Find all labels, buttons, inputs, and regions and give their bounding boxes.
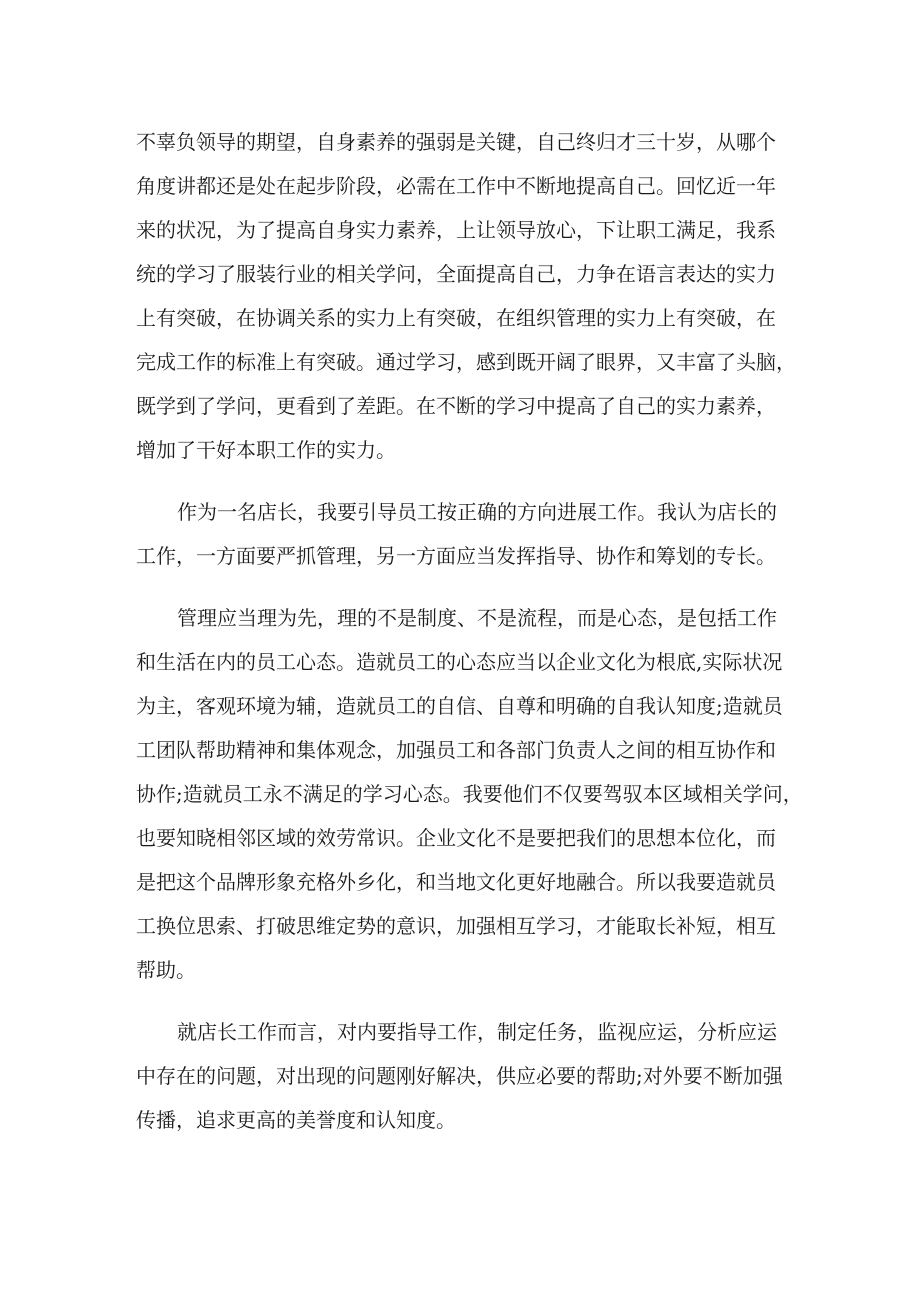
- paragraph: [136, 122, 796, 474]
- text-line: 就店长工作而言，对内要指导工作，制定任务，监视应运，分析应运: [177, 1020, 777, 1044]
- text-line: 传播，追求更高的美誉度和认知度。: [136, 1108, 456, 1132]
- text-line: 是把这个品牌形象充格外乡化，和当地文化更好地融合。所以我要造就员: [136, 870, 776, 894]
- text-line: 上有突破，在协调关系的实力上有突破，在组织管理的实力上有突破，在: [136, 306, 776, 330]
- text-line: 工团队帮助精神和集体观念，加强员工和各部门负责人之间的相互协作和: [136, 738, 776, 762]
- text-line: 不辜负领导的期望，自身素养的强弱是关键，自己终归才三十岁，从哪个: [136, 130, 776, 154]
- text-line: 增加了干好本职工作的实力。: [136, 438, 396, 462]
- text-line: 工作，一方面要严抓管理，另一方面应当发挥指导、协作和筹划的专长。: [136, 544, 776, 568]
- text-line: 既学到了学问，更看到了差距。在不断的学习中提高了自己的实力素养，: [136, 394, 776, 418]
- text-line: 完成工作的标准上有突破。通过学习，感到既开阔了眼界，又丰富了头脑，: [136, 350, 796, 374]
- paragraph-spacer: [136, 580, 796, 598]
- text-line: 中存在的问题，对出现的问题刚好解决，供应必要的帮助;对外要不断加强: [136, 1064, 783, 1088]
- text-line: 协作;造就员工永不满足的学习心态。我要他们不仅要驾驭本区域相关学问，: [136, 782, 803, 806]
- text-line: 统的学习了服装行业的相关学问，全面提高自己，力争在语言表达的实力: [136, 262, 776, 286]
- text-line: 和生活在内的员工心态。造就员工的心态应当以企业文化为根底,实际状况: [136, 650, 783, 674]
- text-line: 作为一名店长，我要引导员工按正确的方向进展工作。我认为店长的: [177, 500, 777, 524]
- paragraph-spacer: [136, 474, 796, 492]
- paragraph: [136, 598, 803, 994]
- text-line: 角度讲都还是处在起步阶段，必需在工作中不断地提高自己。回忆近一年: [136, 174, 776, 198]
- paragraph: [136, 492, 796, 580]
- text-line: 也要知晓相邻区域的效劳常识。企业文化不是要把我们的思想本位化，而: [136, 826, 776, 850]
- text-line: 来的状况，为了提高自身实力素养，上让领导放心，下让职工满足，我系: [136, 218, 776, 242]
- paragraph-spacer: [136, 994, 796, 1012]
- document-body: [136, 122, 803, 1144]
- paragraph: [136, 1012, 796, 1144]
- text-line: 帮助。: [136, 958, 196, 982]
- text-line: 为主，客观环境为辅，造就员工的自信、自尊和明确的自我认知度;造就员: [136, 694, 783, 718]
- text-line: 管理应当理为先，理的不是制度、不是流程，而是心态，是包括工作: [177, 606, 777, 630]
- text-line: 工换位思索、打破思维定势的意识，加强相互学习，才能取长补短，相互: [136, 914, 776, 938]
